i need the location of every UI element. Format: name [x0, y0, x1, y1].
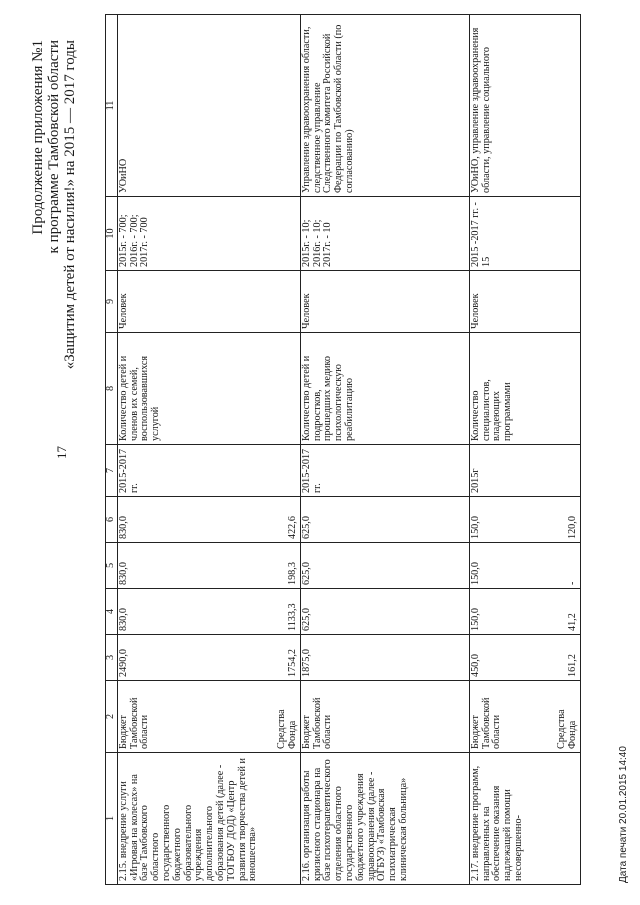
- cell-value: 120,0: [567, 516, 578, 539]
- amount-2016: [117, 543, 300, 589]
- col-number: 3: [106, 635, 118, 681]
- period: 2015-2017 гг.: [117, 445, 300, 497]
- col-number: 11: [106, 15, 118, 197]
- target-values: 2015г. - 700; 2016г. - 700; 2017г. - 700: [117, 197, 300, 271]
- executor: УОиНО: [117, 15, 300, 197]
- header-line-2: к программе Тамбовской области: [46, 40, 62, 254]
- indicator: Количество специалистов, владеющих программами: [469, 333, 580, 445]
- column-number-row: [106, 15, 118, 885]
- period: 2015г: [469, 445, 580, 497]
- table-row: [117, 15, 300, 885]
- period: 2015-2017 гг.: [300, 445, 469, 497]
- amount-2017: [117, 497, 300, 543]
- amount-2017: 625,0: [300, 497, 469, 543]
- program-table: [105, 14, 581, 885]
- header-line-1: Продолжение приложения №1: [30, 40, 46, 235]
- source-fund: Средства Фонда: [276, 709, 298, 749]
- source-budget: Бюджет Тамбовской области: [469, 697, 503, 749]
- table-row: [300, 15, 469, 885]
- cell-value: 830,0: [117, 608, 129, 631]
- col-number: 7: [106, 445, 118, 497]
- col-number: 1: [106, 753, 118, 885]
- funding-source: [469, 681, 580, 753]
- cell-value: 1133,3: [287, 603, 298, 631]
- measure-name: 2.16. организация работы кризисного стационара на базе психотерапевтического отделения областного государственного бюджетного учреждения здравоохранения (далее - ОГБУЗ) «Тамбовская психиатрическая клиническая больница»: [300, 753, 469, 885]
- col-number: 6: [106, 497, 118, 543]
- cell-value: 1754,2: [287, 648, 298, 677]
- indicator: Количество детей и подростков, прошедших медико психологическую реабилитацию: [300, 333, 469, 445]
- cell-value: 150,0: [469, 516, 481, 539]
- cell-value: 161,2: [567, 654, 578, 677]
- cell-value: 150,0: [469, 608, 481, 631]
- amount-2015: [117, 589, 300, 635]
- total-amount: [117, 635, 300, 681]
- unit: Человек: [117, 271, 300, 333]
- cell-value: 830,0: [117, 562, 129, 585]
- target-values: 2015г. - 10; 2016г. - 10; 2017г. - 10: [300, 197, 469, 271]
- cell-value: 198,3: [287, 562, 298, 585]
- source-fund: Средства Фонда: [556, 709, 578, 749]
- header-line-3: «Защитим детей от насилия!» на 2015 — 2017 годы: [62, 40, 78, 370]
- funding-source: Бюджет Тамбовской области: [300, 681, 469, 753]
- amount-2015: [469, 589, 580, 635]
- indicator: Количество детей и членов их семей, воспользовавшихся услугой: [117, 333, 300, 445]
- page-number: 17: [54, 446, 69, 459]
- amount-2015: 625,0: [300, 589, 469, 635]
- unit: Человек: [469, 271, 580, 333]
- col-number: 8: [106, 333, 118, 445]
- executor: Управление здравоохранения области, следственное управление Следственного комитета Российской Федерации по Тамбовской области (по согласованию): [300, 15, 469, 197]
- total-amount: [469, 635, 580, 681]
- cell-value: 150,0: [469, 562, 481, 585]
- cell-value: 830,0: [117, 516, 129, 539]
- unit: Человек: [300, 271, 469, 333]
- col-number: 4: [106, 589, 118, 635]
- amount-2017: [469, 497, 580, 543]
- col-number: 5: [106, 543, 118, 589]
- measure-name: 2.15. внедрение услуги «Игровая на колесах» на базе Тамбовского областного государственного бюджетного образовательного учреждения дополнительного образования детей (далее - ТОГБОУ ДОД) «Центр развития творчества детей и юношества»: [117, 753, 300, 885]
- cell-value: 41,2: [567, 613, 578, 631]
- col-number: 10: [106, 197, 118, 271]
- table-row: [469, 15, 580, 885]
- measure-name: 2.17. внедрение программ, направленных на обеспечение оказания надлежащей помощи несовершенно-: [469, 753, 580, 885]
- source-budget: Бюджет Тамбовской области: [117, 697, 151, 749]
- target-values: 2015 -2017 гг. - 15: [469, 197, 580, 271]
- cell-value: 422,6: [287, 516, 298, 539]
- total-amount: 1875,0: [300, 635, 469, 681]
- executor: УОиНО, управление здравоохранения области, управление социального: [469, 15, 580, 197]
- amount-2016: 625,0: [300, 543, 469, 589]
- funding-source: [117, 681, 300, 753]
- col-number: 2: [106, 681, 118, 753]
- cell-value: 450,0: [469, 654, 481, 677]
- amount-2016: [469, 543, 580, 589]
- col-number: 9: [106, 271, 118, 333]
- print-date: Дата печати 20.01.2015 14:40: [618, 746, 629, 883]
- cell-value: -: [567, 581, 578, 585]
- cell-value: 2490,0: [117, 648, 129, 677]
